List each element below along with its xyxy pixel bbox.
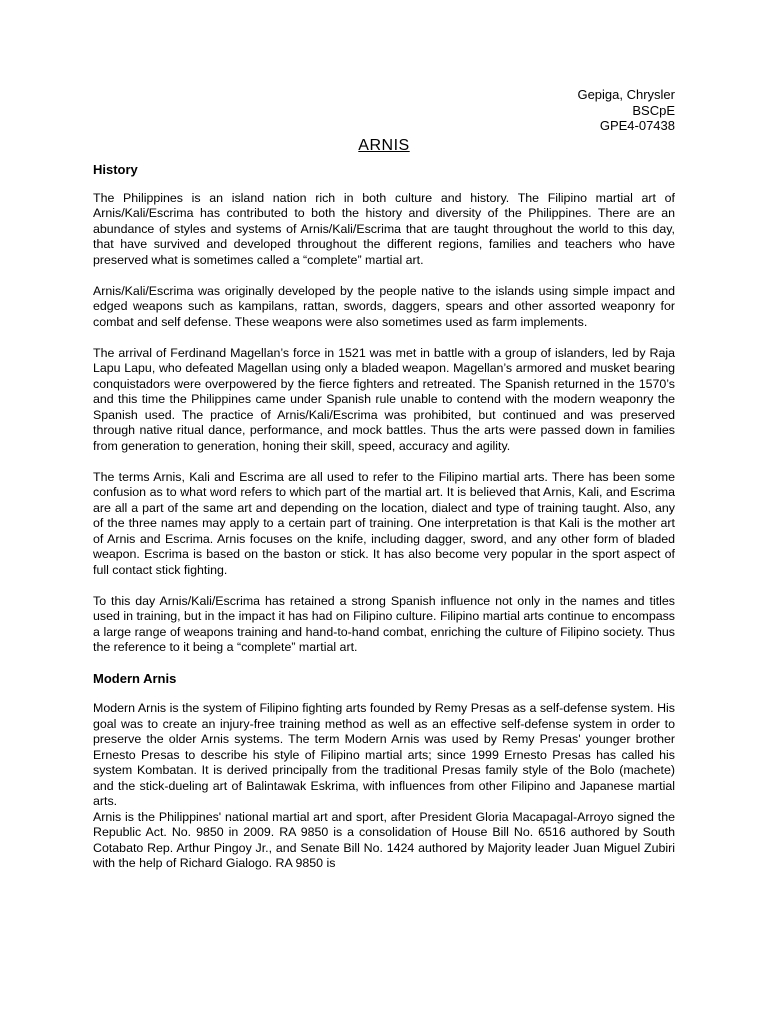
section-code: GPE4-07438 <box>599 118 675 133</box>
paragraph: The arrival of Ferdinand Magellan’s force in 1521 was met in battle with a group of islanders, led by Raja Lapu Lapu, who defeated Magellan using only a bladed weapon. Magellan’s armored and musket bearing conquistadors were overpowered by the fierce fighters and retreated. The Spanish returned in the 1570’s and this time the Philippines came under Spanish rule unable to contend with the modern weaponry the Spanish used. The practice of Arnis/Kali/Escrima was prohibited, but continued and was preserved through native ritual dance, performance, and mock battles. Thus the arts were passed down in families from generation to generation, honing their skill, speed, accuracy and agility. <box>93 345 675 453</box>
section-heading-modern-arnis: Modern Arnis <box>93 671 177 686</box>
document-page <box>93 87 675 872</box>
paragraph: The Philippines is an island nation rich in both culture and history. The Filipino martial art of Arnis/Kali/Escrima has contributed to both the history and diversity of the Philippines. There are an abundance of styles and systems of Arnis/Kali/Escrima that are taught throughout the world to this day, that have survived and developed throughout the different regions, families and teachers who have preserved what is sometimes called a “complete” martial art. <box>93 190 675 267</box>
paragraph: Arnis/Kali/Escrima was originally developed by the people native to the islands using simple impact and edged weapons such as kampilans, rattan, swords, daggers, spears and other assorted weaponry for combat and self defense. These weapons were also sometimes used as farm implements. <box>93 283 675 329</box>
paragraph: Modern Arnis is the system of Filipino fighting arts founded by Remy Presas as a self-defense system. His goal was to create an injury-free training method as well as an effective self-defense system in order to preserve the older Arnis systems. The term Modern Arnis was used by Remy Presas' younger brother Ernesto Presas to describe his style of Filipino martial arts; since 1999 Ernesto Presas has called his system Kombatan. It is derived principally from the traditional Presas family style of the Bolo (machete) and the stick-dueling art of Balintawak Eskrima, with influences from other Filipino and Japanese martial arts. <box>93 701 675 808</box>
course-name: BSCpE <box>632 102 675 118</box>
paragraph: Arnis is the Philippines' national martial art and sport, after President Gloria Macapagal-Arroyo signed the Republic Act. No. 9850 in 2009. RA 9850 is a consolidation of House Bill No. 6516 authored by South Cotabato Rep. Arthur Pingoy Jr., and Senate Bill No. 1424 authored by Majority leader Juan Miguel Zubiri with the help of Richard Gialogo. RA 9850 is <box>93 809 675 870</box>
document-title: ARNIS <box>358 136 410 154</box>
section-heading-history: History <box>93 161 138 177</box>
author-header <box>93 87 675 134</box>
paragraph: To this day Arnis/Kali/Escrima has retained a strong Spanish influence not only in the names and titles used in training, but in the impact it has had on Filipino culture. Filipino martial arts continue to encompass a large range of weapons training and hand-to-hand combat, enriching the culture of Filipino society. Thus the reference to it being a “complete” martial art. <box>93 593 675 654</box>
author-name: Gepiga, Chrysler <box>577 87 675 102</box>
paragraph: The terms Arnis, Kali and Escrima are all used to refer to the Filipino martial arts. There has been some confusion as to what word refers to which part of the martial art. It is believed that Arnis, Kali, and Escrima are all a part of the same art and depending on the location, dialect and type of training taught. Also, any of the three names may apply to a certain part of training. One interpretation is that Kali is the mother art of Arnis and Escrima. Arnis focuses on the knife, including dagger, sword, and any other form of bladed weapon. Escrima is based on the baston or stick. It has also become very popular in the sport aspect of full contact stick fighting. <box>93 469 675 577</box>
